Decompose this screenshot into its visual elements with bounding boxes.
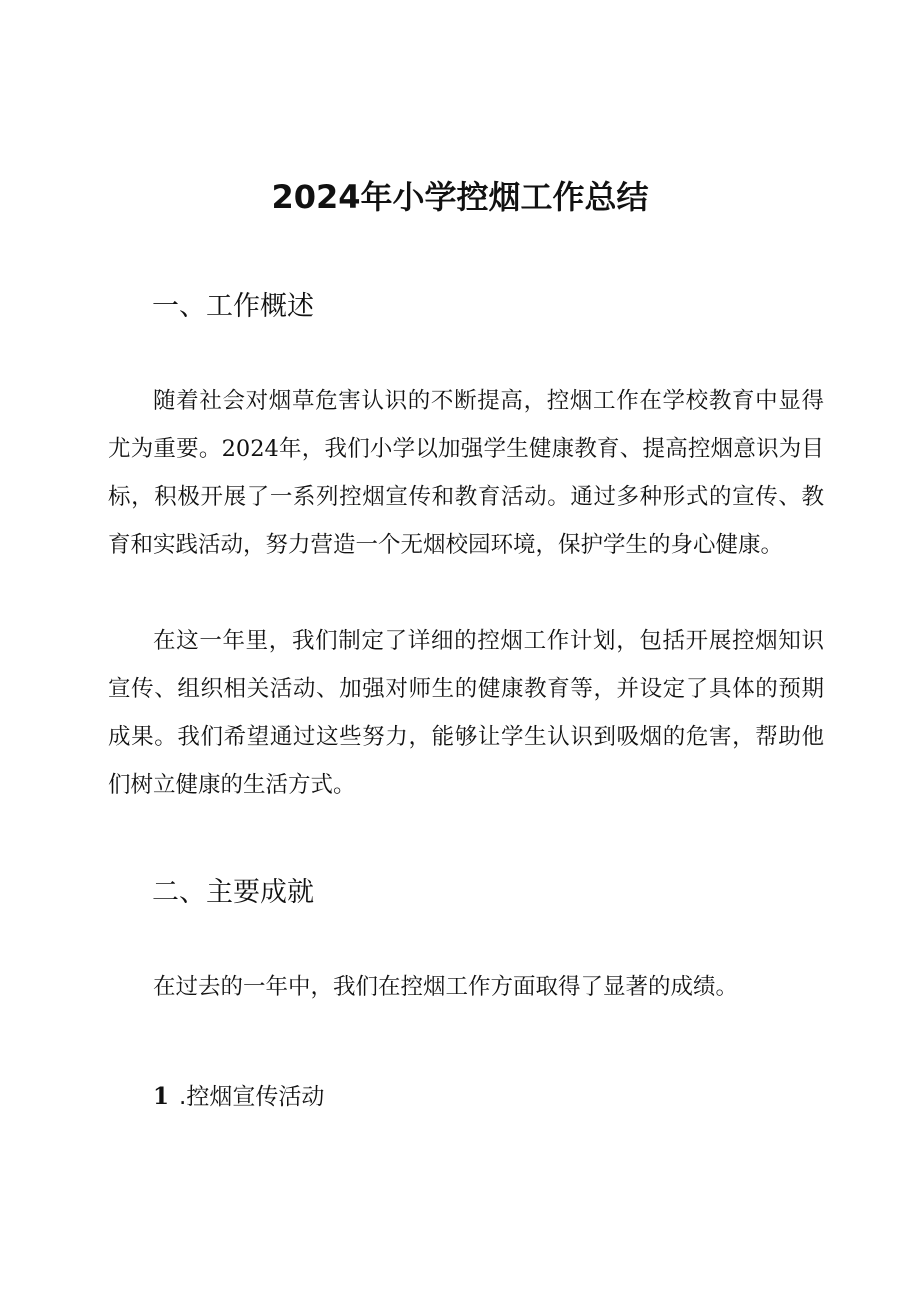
- document-title: 2024年小学控烟工作总结: [271, 178, 649, 216]
- subheading-label: .控烟宣传活动: [179, 1084, 325, 1110]
- paragraph-overview-1: 随着社会对烟草危害认识的不断提高，控烟工作在学校教育中显得尤为重要。2024年，我们小学以加强学生健康教育、提高控烟意识为目标，积极开展了一系列控烟宣传和教育活动。通过多种形式的宣传、教育和实践活动，努力营造一个无烟校园环境，保护学生的身心健康。: [108, 388, 824, 558]
- paragraph-overview-2: 在这一年里，我们制定了详细的控烟工作计划，包括开展控烟知识宣传、组织相关活动、加强对师生的健康教育等，并设定了具体的预期成果。我们希望通过这些努力，能够让学生认识到吸烟的危害，帮助他们树立健康的生活方式。: [108, 628, 824, 798]
- section-heading-overview: 一、工作概述: [152, 291, 314, 322]
- subheading-number: 1: [153, 1083, 170, 1110]
- paragraph-achievements-intro: 在过去的一年中，我们在控烟工作方面取得了显著的成绩。: [153, 974, 739, 1000]
- section-heading-achievements: 二、主要成就: [152, 877, 314, 908]
- subheading-item-1: [153, 1077, 324, 1117]
